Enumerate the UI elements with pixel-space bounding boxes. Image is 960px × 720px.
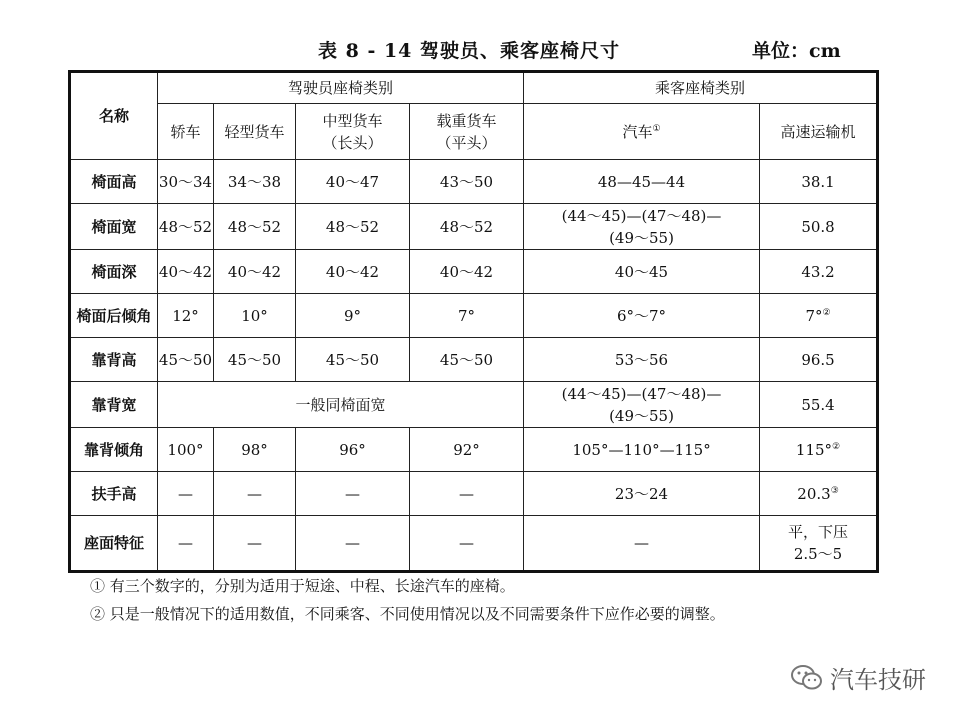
cell-bus: — [524,516,760,572]
cell-mid-truck: — [296,516,410,572]
bus-label: 汽车 [622,122,653,141]
footnotes [90,572,725,628]
cell-bus: 53～56 [524,338,760,382]
watermark [790,660,926,695]
heavy-truck-header [410,104,524,160]
cell-heavy-truck: 92° [410,428,524,472]
cell-light-truck: — [214,472,296,516]
cell-bus-line2: (49～55) [609,228,674,247]
footnote-mark: ② [832,441,841,452]
cell-bus [524,204,760,250]
mid-truck-line2: （长头） [322,133,383,152]
cell-bus-line2: (49～55) [609,406,674,425]
header-row-1 [70,72,878,104]
cell-light-truck: — [214,516,296,572]
table-row [70,294,878,338]
cell-bus-line1: (44～45)—(47～48)— [561,206,722,225]
cell-light-truck: 98° [214,428,296,472]
row-name: 椅面高 [70,160,158,204]
cell-airliner-value: 7° [805,306,823,325]
cell-airliner-line2: 2.5～5 [793,545,843,563]
cell-car: — [158,516,214,572]
cell-car: 100° [158,428,214,472]
heavy-truck-line1: 载重货车 [436,111,497,130]
cell-heavy-truck: 43～50 [410,160,524,204]
cell-mid-truck: 40～47 [296,160,410,204]
cell-airliner-value: 115° [795,440,833,459]
cell-bus: 40～45 [524,250,760,294]
cell-bus: 48—45—44 [524,160,760,204]
cell-heavy-truck: 45～50 [410,338,524,382]
cell-car: 48～52 [158,204,214,250]
row-name: 靠背高 [70,338,158,382]
table-title: 表 8 - 14 驾驶员、乘客座椅尺寸 [318,40,621,62]
cell-airliner: 96.5 [760,338,878,382]
footnote-mark: ② [822,307,831,318]
row-name: 椅面后倾角 [70,294,158,338]
cell-mid-truck: 40～42 [296,250,410,294]
cell-light-truck: 40～42 [214,250,296,294]
cell-bus [524,382,760,428]
cell-car: — [158,472,214,516]
cell-car: 30～34 [158,160,214,204]
cell-airliner: 43.2 [760,250,878,294]
row-name: 靠背倾角 [70,428,158,472]
mid-truck-header [296,104,410,160]
passenger-group-header: 乘客座椅类别 [524,72,878,104]
cell-airliner: 55.4 [760,382,878,428]
row-name: 座面特征 [70,516,158,572]
cell-driver-merged: 一般同椅面宽 [158,382,524,428]
cell-airliner [760,516,878,572]
heavy-truck-line2: （平头） [436,133,497,152]
cell-airliner [760,428,878,472]
cell-light-truck: 34～38 [214,160,296,204]
cell-light-truck: 10° [214,294,296,338]
cell-heavy-truck: — [410,472,524,516]
cell-bus-line1: (44～45)—(47～48)— [561,384,722,403]
cell-light-truck: 48～52 [214,204,296,250]
cell-mid-truck: — [296,472,410,516]
cell-bus: 105°—110°—115° [524,428,760,472]
cell-car: 12° [158,294,214,338]
row-name: 椅面宽 [70,204,158,250]
cell-mid-truck: 96° [296,428,410,472]
mid-truck-line1: 中型货车 [322,111,383,130]
bus-header [524,104,760,160]
footnote-1: ① 有三个数字的，分别为适用于短途、中程、长途汽车的座椅。 [90,577,515,595]
table-row [70,516,878,572]
wechat-icon [790,664,824,692]
row-name: 椅面深 [70,250,158,294]
cell-airliner: 38.1 [760,160,878,204]
unit-label: 单位：cm [752,40,841,62]
seat-dimension-table [68,70,879,573]
table-row [70,338,878,382]
row-name: 扶手高 [70,472,158,516]
row-name: 靠背宽 [70,382,158,428]
table-row [70,160,878,204]
footnote-mark: ③ [830,485,839,496]
airliner-header: 高速运输机 [760,104,878,160]
cell-bus: 6°～7° [524,294,760,338]
cell-mid-truck: 45～50 [296,338,410,382]
cell-airliner [760,472,878,516]
table-row [70,204,878,250]
cell-mid-truck: 48～52 [296,204,410,250]
watermark-text: 汽车技研 [830,666,926,694]
cell-airliner: 50.8 [760,204,878,250]
cell-heavy-truck: 7° [410,294,524,338]
cell-bus: 23～24 [524,472,760,516]
cell-airliner-value: 20.3 [797,484,831,503]
name-header: 名称 [70,72,158,160]
header-row-2 [70,104,878,160]
cell-light-truck: 45～50 [214,338,296,382]
cell-heavy-truck: 40～42 [410,250,524,294]
footnote-2: ② 只是一般情况下的适用数值，不同乘客、不同使用情况以及不同需要条件下应作必要的调整。 [90,605,725,623]
bus-footnote-mark: ① [652,123,661,134]
car-header: 轿车 [158,104,214,160]
table-row [70,250,878,294]
cell-car: 40～42 [158,250,214,294]
light-truck-header: 轻型货车 [214,104,296,160]
cell-heavy-truck: 48～52 [410,204,524,250]
cell-airliner-line1: 平，下压 [788,523,849,541]
table-row [70,428,878,472]
driver-group-header: 驾驶员座椅类别 [158,72,524,104]
cell-heavy-truck: — [410,516,524,572]
cell-car: 45～50 [158,338,214,382]
title-row [0,36,960,66]
cell-mid-truck: 9° [296,294,410,338]
table-row [70,382,878,428]
table-row [70,472,878,516]
cell-airliner [760,294,878,338]
